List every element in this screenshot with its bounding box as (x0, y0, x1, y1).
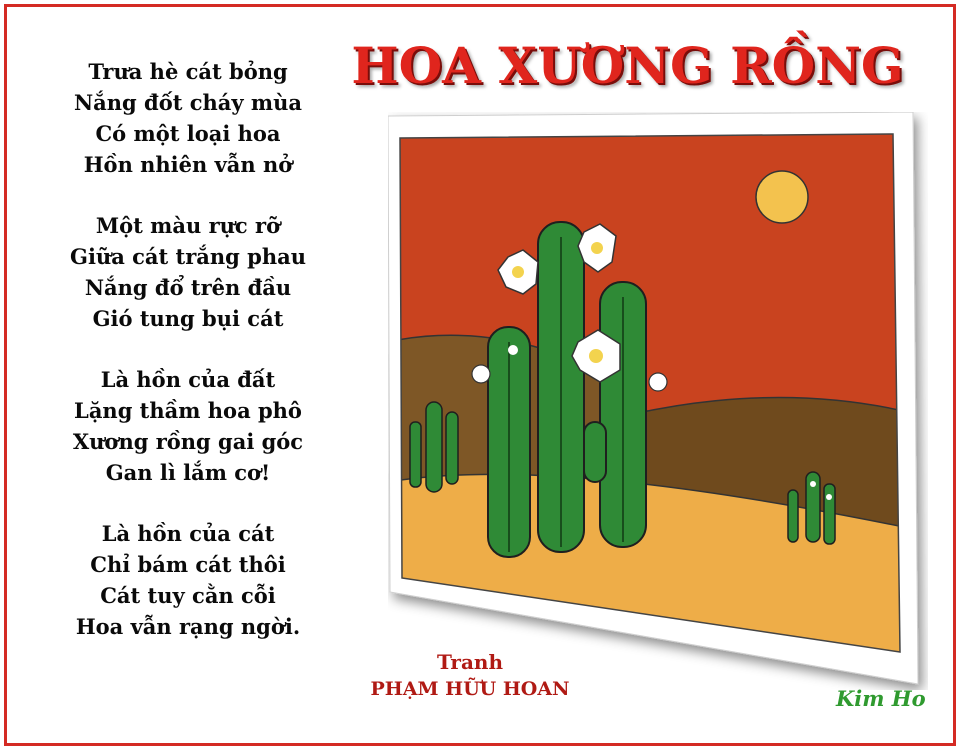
painting-illustration (388, 112, 928, 690)
poem-stanza (38, 518, 338, 642)
cactus-painting (388, 112, 928, 690)
poem-line: Một màu rực rỡ (95, 213, 281, 238)
poem (38, 56, 338, 672)
poem-line: Lặng thầm hoa phô (74, 398, 302, 423)
page-title: HOA XƯƠNG RỒNG (351, 36, 904, 95)
credit-artist: PHẠM HỮU HOAN (370, 678, 570, 700)
poem-stanza (38, 56, 338, 180)
poem-line: Nắng đổ trên đầu (84, 275, 292, 300)
poem-line: Có một loại hoa (95, 121, 281, 146)
poem-stanza (38, 210, 338, 334)
poem-line: Hồn nhiên vẫn nở (83, 152, 293, 177)
poem-stanza (38, 364, 338, 488)
poem-line: Là hồn của cát (101, 521, 275, 546)
poem-line: Hoa vẫn rạng ngời. (75, 614, 301, 639)
poem-line: Nắng đốt cháy mùa (73, 90, 303, 115)
poem-line: Gió tung bụi cát (92, 306, 284, 331)
poem-line: Là hồn của đất (100, 367, 276, 392)
poem-line: Cát tuy cằn cỗi (100, 583, 276, 608)
painting-credit (330, 648, 610, 702)
signature: Kim Ho (836, 686, 926, 711)
poem-line: Trưa hè cát bỏng (88, 59, 288, 84)
poem-line: Gan lì lắm cơ! (105, 460, 271, 485)
poem-line: Xương rồng gai góc (72, 429, 304, 454)
poem-line: Giữa cát trắng phau (70, 244, 306, 269)
credit-label: Tranh (436, 650, 503, 674)
sun-icon (756, 171, 808, 223)
poem-line: Chỉ bám cát thôi (90, 552, 286, 577)
